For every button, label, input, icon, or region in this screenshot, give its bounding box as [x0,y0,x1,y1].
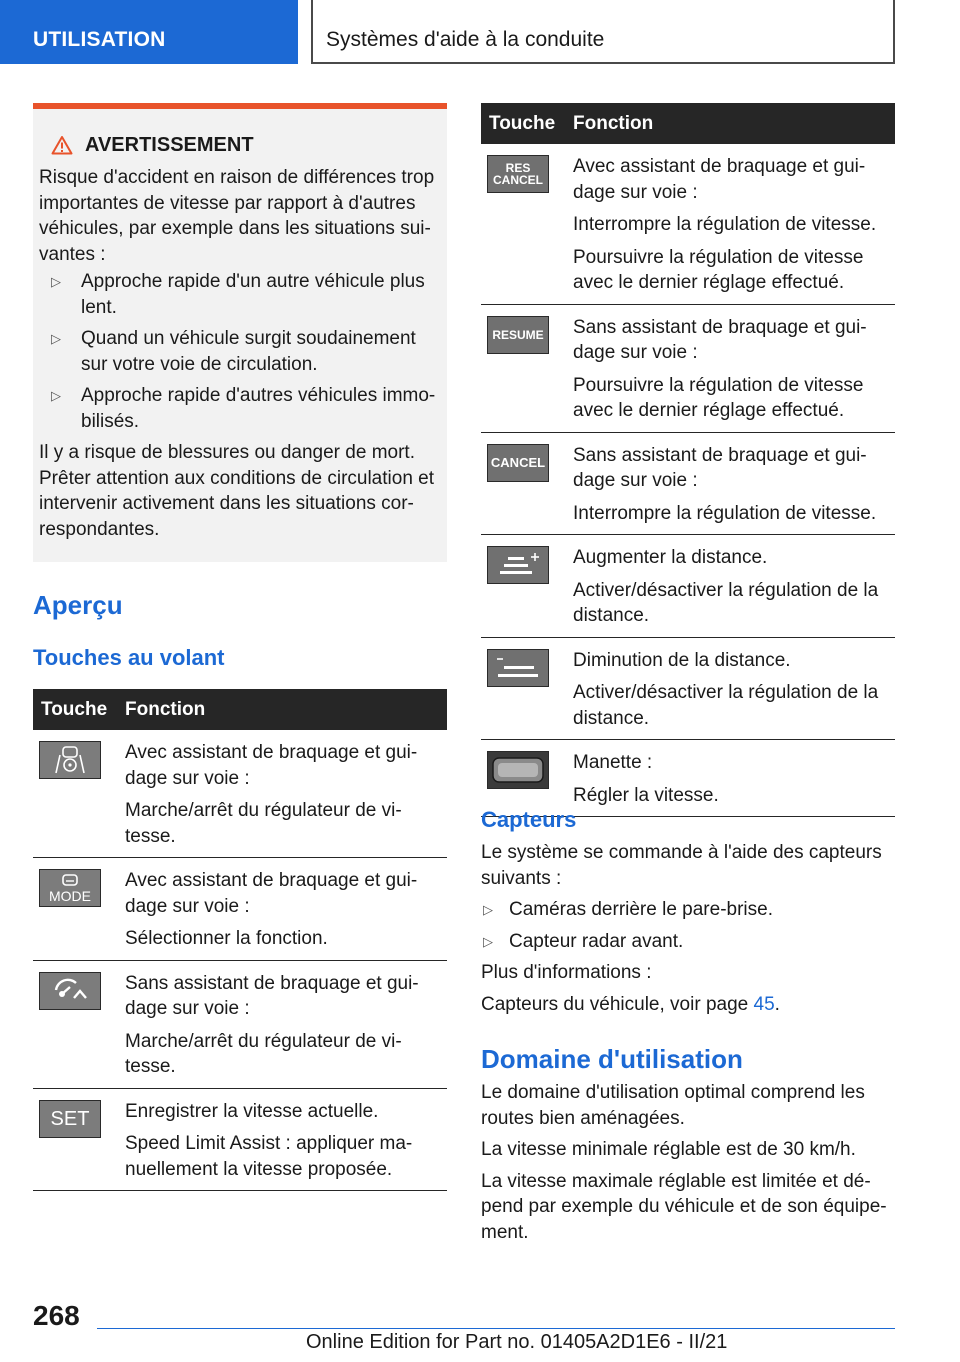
function-text: Sans assistant de braquage et gui-dage sur voie : [125,972,419,1019]
sensors-intro: Le système se commande à l'aide des capteurs suivants : [481,842,882,889]
warning-intro: Risque d'accident en raison de différences trop importantes de vitesse par rapport à d'autres véhicules, par exemple dans les situations sui-vantes : [39,167,435,265]
usage-paragraph: La vitesse maximale réglable est limitée et dé-pend par exemple du véhicule et de son équipe-ment. [481,1170,887,1243]
list-item [481,929,895,955]
reference-end: . [774,993,780,1015]
function-text: Manette : [573,752,653,773]
function-text: Marche/arrêt du régulateur de vi-tesse. [125,800,402,847]
function-text: Poursuivre la régulation de vitesse avec le dernier réglage effectué. [573,374,864,421]
table-row [481,144,895,304]
steering-keys-table-continued [481,103,895,817]
mode-button-icon [39,869,101,907]
warning-title-text: AVERTISSEMENT [85,133,254,156]
function-text: Augmenter la distance. [573,547,768,568]
cruise-control-icon [39,972,101,1010]
footer-edition: Online Edition for Part no. 01405A2D1E6 - II/21 [306,1331,728,1353]
list-item-text: Caméras derrière le pare-brise. [509,899,773,920]
sensors-section [481,840,895,1017]
function-text: Avec assistant de braquage et gui-dage sur voie : [125,742,418,789]
function-text: Sans assistant de braquage et gui-dage sur voie : [573,316,867,363]
column-header-key: Touche [481,103,573,144]
table-row [33,1088,447,1191]
table-header-row [481,103,895,144]
function-text: Sans assistant de braquage et gui-dage sur voie : [573,444,867,491]
usage-section [481,1080,895,1245]
header-chapter-title: Systèmes d'aide à la conduite [326,28,605,51]
mode-button-label: MODE [49,888,91,904]
function-text: Activer/désactiver la régulation de la distance. [573,682,879,729]
distance-plus-icon [487,546,549,584]
warning-title [51,133,439,157]
warning-outro: Il y a risque de blessures ou danger de mort. Prêter attention aux conditions de circulation et intervenir activement dans les situations cor-respondantes. [39,442,435,540]
page-link[interactable]: 45 [753,993,775,1015]
table-row [481,740,895,817]
sensors-reference [481,992,895,1018]
bullet-triangle-icon: ▷ [51,388,61,403]
sensors-list [481,897,895,954]
page-number: 268 [33,1300,80,1331]
distance-minus-icon [487,649,549,687]
function-text: Diminution de la distance. [573,649,791,671]
function-text: Interrompre la régulation de vitesse. [573,214,877,235]
list-item [481,897,895,923]
bullet-triangle-icon: ▷ [51,331,61,346]
function-text: Interrompre la régulation de vitesse. [573,502,877,524]
column-header-function: Fonction [573,103,895,144]
usage-paragraph: La vitesse minimale réglable est de 30 km/h. [481,1139,856,1160]
bullet-triangle-icon: ▷ [51,274,61,289]
sensors-more-info: Plus d'informations : [481,962,652,983]
set-button-label: SET [50,1107,90,1130]
function-text: Marche/arrêt du régulateur de vi-tesse. [125,1030,402,1077]
header-section-title: UTILISATION [33,28,166,51]
resume-label: RESUME [492,327,544,342]
header-section-tab [0,0,298,64]
table-row [481,304,895,432]
steering-keys-heading: Touches au volant [33,645,225,670]
warning-box [33,103,447,562]
table-row [481,535,895,638]
function-text: Activer/désactiver la régulation de la distance. [573,579,879,626]
cancel-label: CANCEL [493,173,543,187]
sensors-heading: Capteurs [481,807,577,832]
function-text: Sélectionner la fonction. [125,928,328,949]
usage-heading: Domaine d'utilisation [481,1044,743,1074]
cancel-button-icon [487,444,549,482]
function-text: Poursuivre la régulation de vitesse avec le dernier réglage effectué. [573,246,864,293]
warning-triangle-icon [51,135,73,155]
res-label: RES [505,161,531,175]
rocker-switch-icon [487,751,549,789]
table-row [481,637,895,740]
column-header-key: Touche [33,689,125,730]
function-text: Enregistrer la vitesse actuelle. [125,1100,379,1122]
steering-assist-icon [39,741,101,779]
steering-keys-table [33,689,447,1191]
warning-item-text: Approche rapide d'autres véhicules immo-bilisés. [81,385,436,432]
function-text: Régler la vitesse. [573,784,719,806]
resume-button-icon [487,316,549,354]
usage-paragraph: Le domaine d'utilisation optimal comprend les routes bien aménagées. [481,1082,865,1129]
list-item-text: Capteur radar avant. [509,930,684,952]
function-text: Avec assistant de braquage et gui-dage sur voie : [125,870,418,917]
table-row [33,960,447,1088]
warning-item-text: Quand un véhicule surgit soudainement sur votre voie de circulation. [81,328,416,375]
table-header-row [33,689,447,730]
warning-item-text: Approche rapide d'un autre véhicule plus lent. [81,271,425,318]
bullet-triangle-icon: ▷ [483,933,493,949]
set-button-icon [39,1100,101,1138]
footer-rule [97,1328,895,1329]
res-cancel-button-icon [487,155,549,193]
table-row [481,432,895,535]
warning-list [39,269,439,434]
bullet-triangle-icon: ▷ [483,902,493,917]
warning-list-item [39,326,439,377]
header-chapter-tab [311,0,895,64]
column-header-function: Fonction [125,689,447,730]
function-text: Speed Limit Assist : appliquer ma-nuellement la vitesse proposée. [125,1133,413,1180]
warning-list-item [39,383,439,434]
table-row [33,858,447,961]
reference-text: Capteurs du véhicule, voir page [481,993,754,1015]
warning-list-item [39,269,439,320]
table-row [33,730,447,858]
function-text: Avec assistant de braquage et gui-dage sur voie : [573,156,866,203]
overview-heading: Aperçu [33,590,123,620]
cancel-button-label: CANCEL [490,454,546,470]
